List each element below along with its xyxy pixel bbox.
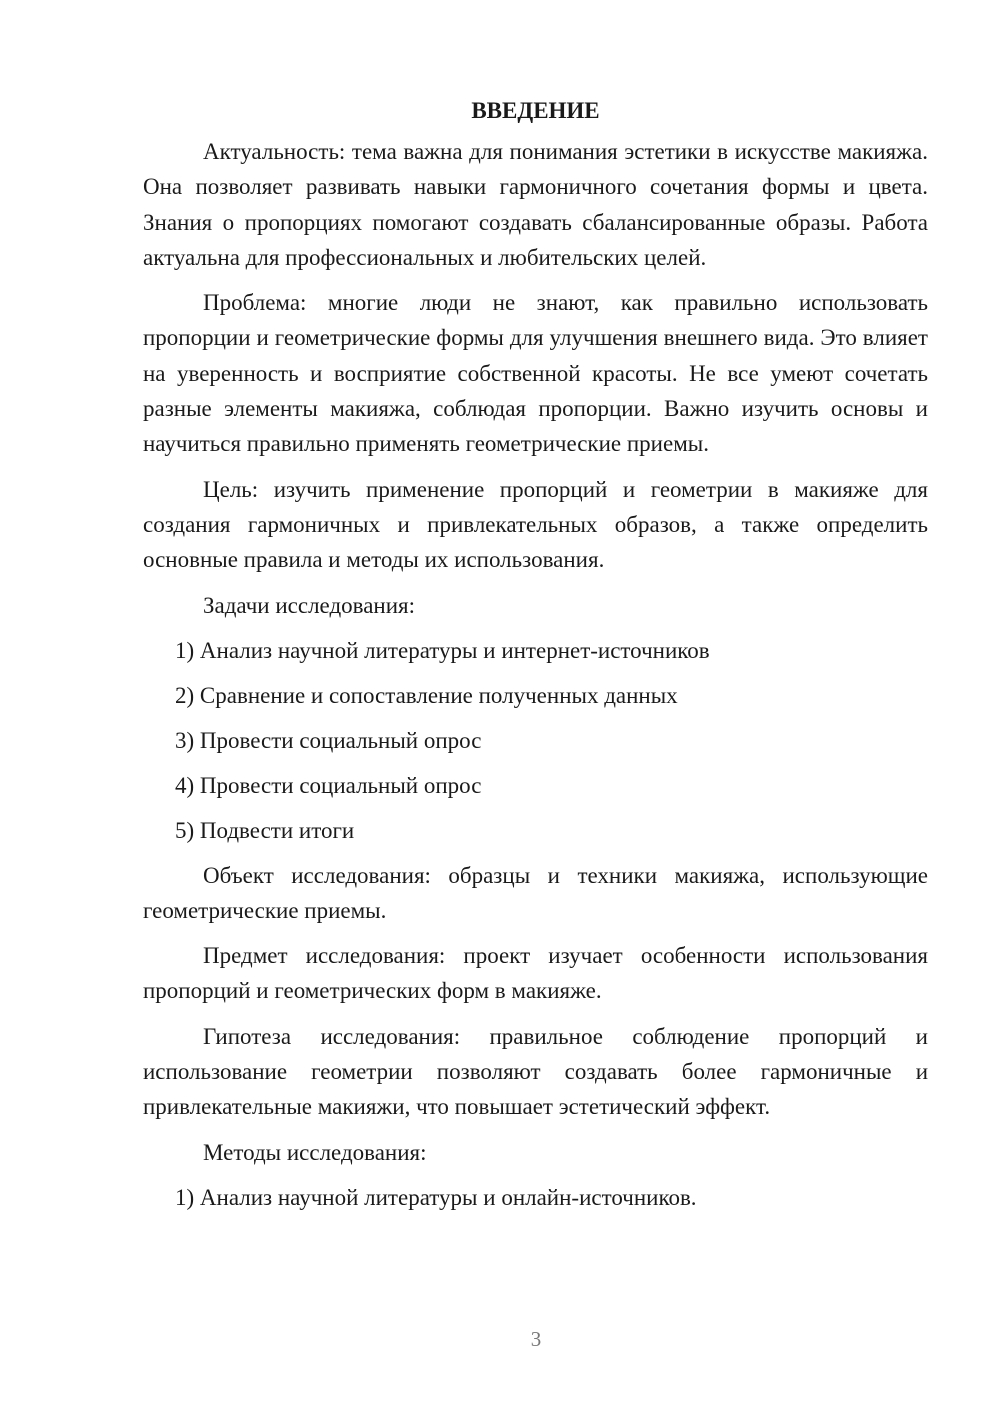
page-title: ВВЕДЕНИЕ bbox=[471, 98, 600, 123]
list-item: 2) Сравнение и сопоставление полученных данных bbox=[175, 682, 678, 708]
relevance-paragraph: Актуальность: тема важна для понимания эстетики в искусстве макияжа. Она позволяет развивать навыки гармоничного сочетания формы и цвета. Знания о пропорциях помогают создавать сбалансированные образы. Работа актуальна для профессиональных и любительских целей. bbox=[143, 139, 928, 270]
page-number: 3 bbox=[530, 1327, 542, 1351]
list-item: 1) Анализ научной литературы и интернет-источников bbox=[175, 637, 710, 663]
list-item: 5) Подвести итоги bbox=[175, 817, 355, 843]
problem-paragraph: Проблема: многие люди не знают, как правильно использовать пропорции и геометрические формы для улучшения внешнего вида. Это влияет на уверенность и восприятие собственной красоты. Не все умеют сочетать разные элементы макияжа, соблюдая пропорции. Важно изучить основы и научиться правильно применять геометрические приемы. bbox=[143, 290, 928, 457]
tasks-title: Задачи исследования: bbox=[203, 592, 416, 618]
list-item: 1) Анализ научной литературы и онлайн-источников. bbox=[175, 1184, 697, 1210]
goal-paragraph: Цель: изучить применение пропорций и геометрии в макияже для создания гармоничных и привлекательных образов, а также определить основные правила и методы их использования. bbox=[143, 476, 928, 573]
tasks-list bbox=[143, 633, 928, 848]
methods-list bbox=[143, 1180, 928, 1215]
list-item: 4) Провести социальный опрос bbox=[175, 772, 482, 798]
list-item: 3) Провести социальный опрос bbox=[175, 727, 482, 753]
object-paragraph: Объект исследования: образцы и техники макияжа, использующие геометрические приемы. bbox=[143, 862, 928, 923]
hypothesis-paragraph: Гипотеза исследования: правильное соблюдение пропорций и использование геометрии позволяют создавать более гармоничные и привлекательные макияжи, что повышает эстетический эффект. bbox=[143, 1023, 928, 1120]
subject-paragraph: Предмет исследования: проект изучает особенности использования пропорций и геометрических форм в макияже. bbox=[143, 943, 928, 1004]
methods-title: Методы исследования: bbox=[203, 1139, 427, 1165]
page-content bbox=[143, 93, 928, 1225]
